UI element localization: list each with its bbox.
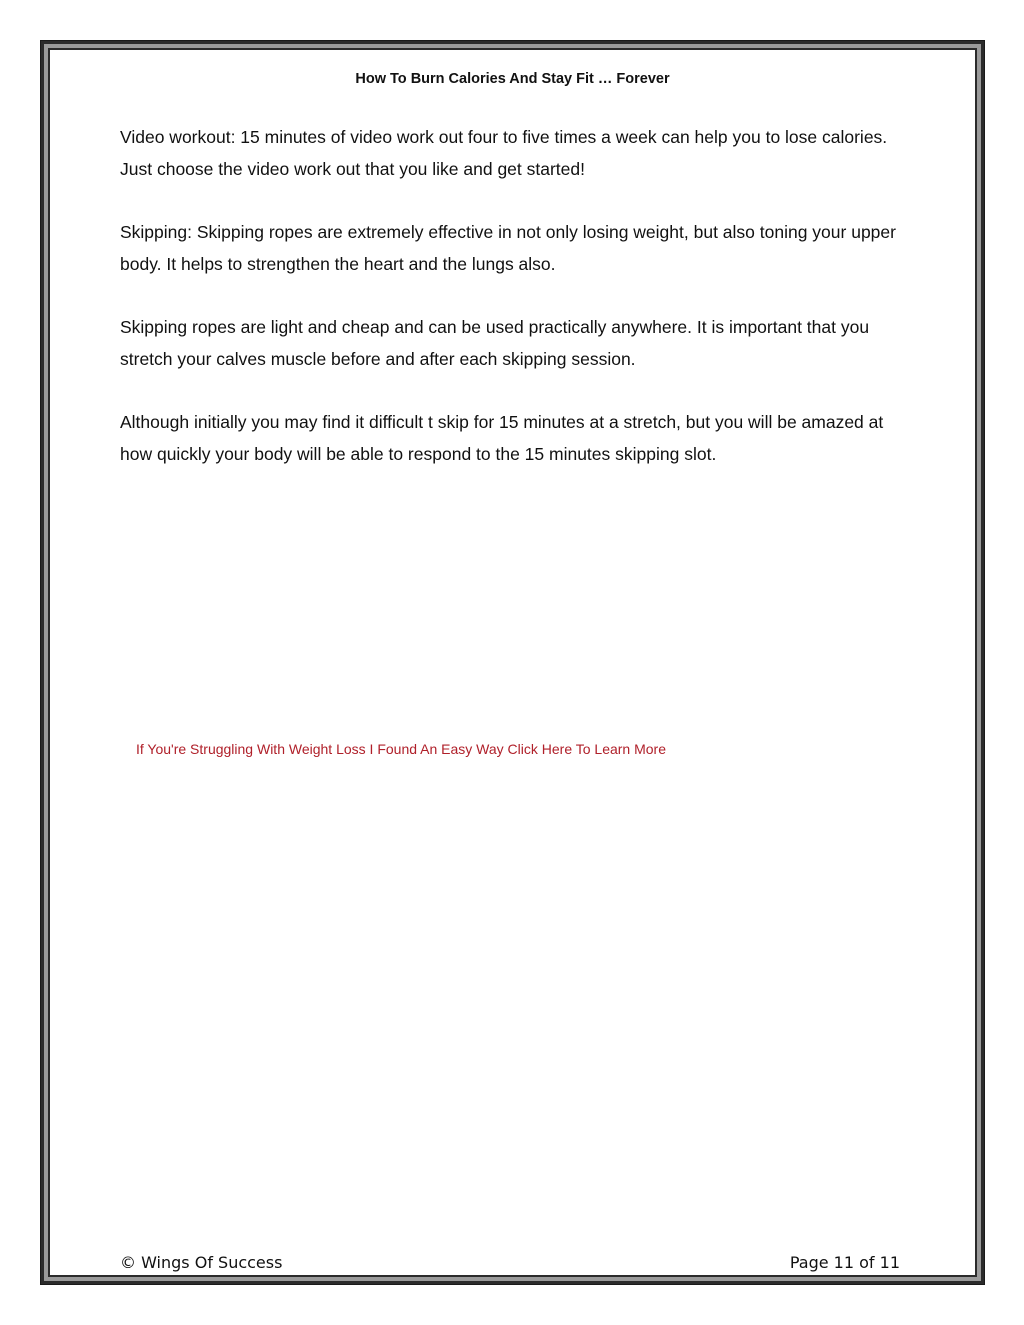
paragraph-skipping-ropes: Skipping ropes are light and cheap and can be used practically anywhere. It is important that you stretch your calves muscle before and after each skipping session. (120, 317, 870, 369)
page-frame (40, 40, 985, 1285)
page-frame-border (44, 44, 981, 1281)
weight-loss-promo-link[interactable]: If You're Struggling With Weight Loss I Found An Easy Way Click Here To Learn More (136, 741, 667, 757)
footer-copyright: © Wings Of Success (120, 1253, 283, 1272)
footer-page-number: Page 11 of 11 (789, 1253, 900, 1272)
page-frame-inner-border (48, 48, 977, 1277)
page-header-title: How To Burn Calories And Stay Fit … Forever (355, 71, 670, 87)
paragraph-video-workout: Video workout: 15 minutes of video work out four to five times a week can help you to lose calories. Just choose the video work out that you like and get started! (120, 127, 888, 179)
paragraph-skipping: Skipping: Skipping ropes are extremely effective in not only losing weight, but also toning your upper body. It helps to strengthen the heart and the lungs also. (120, 222, 896, 274)
paragraph-initially-difficult: Although initially you may find it difficult t skip for 15 minutes at a stretch, but you will be amazed at how quickly your body will be able to respond to the 15 minutes skipping slot. (120, 412, 884, 464)
page-footer (120, 1253, 900, 1272)
body-text (120, 122, 920, 502)
page (50, 50, 975, 1275)
